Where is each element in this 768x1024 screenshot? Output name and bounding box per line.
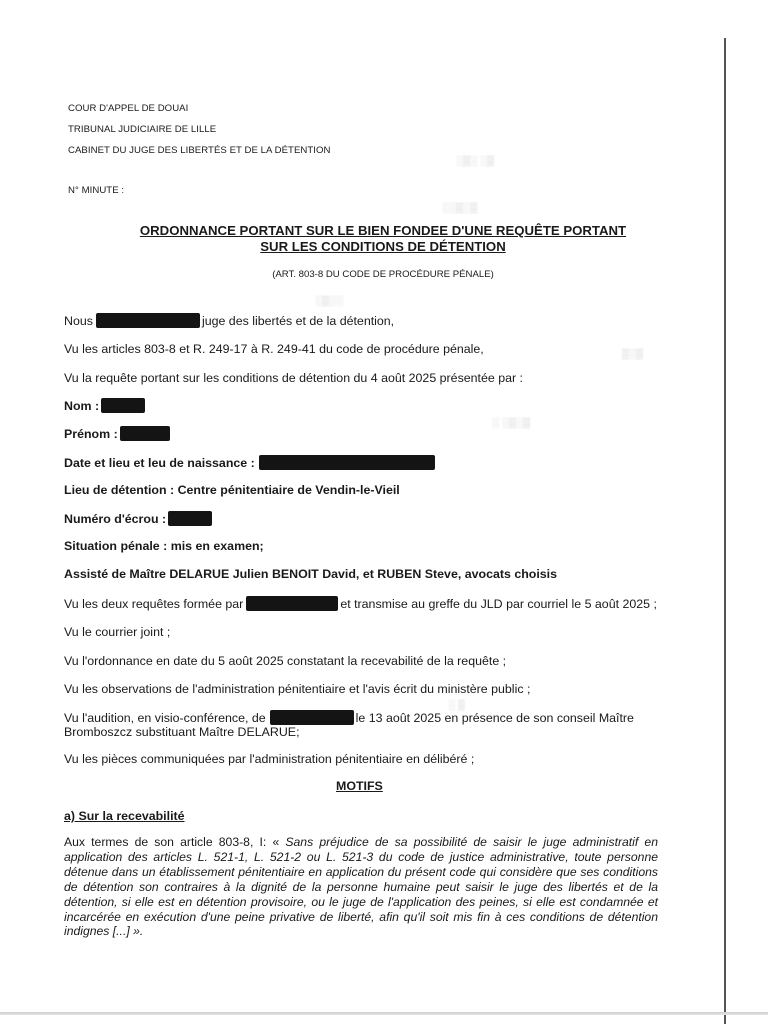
nous-prefix: Nous: [64, 314, 93, 328]
vu-requete: Vu la requête portant sur les conditions de détention du 4 août 2025 présentée par :: [64, 371, 524, 385]
nous-line: [64, 313, 394, 329]
stamp-mark: ░▒░░: [315, 296, 344, 307]
vu-observations: Vu les observations de l'administration pénitentiaire et l'avis écrit du ministère public ;: [64, 682, 531, 696]
vu-audition-prefix: Vu l'audition, en visio-conférence, de: [64, 711, 266, 725]
vu-audition-line2: Bromboszcz substituant Maître DELARUE;: [64, 725, 300, 739]
document-title-line2: SUR LES CONDITIONS DE DÉTENTION: [260, 239, 506, 254]
stamp-mark: ░ ░▒░▒: [492, 418, 531, 429]
redacted-audition: [270, 710, 354, 725]
stamp-mark: ░▒░ ░▒: [456, 156, 495, 167]
situation-penale: Situation pénale : mis en examen;: [64, 539, 264, 553]
tribunal-name: TRIBUNAL JUDICIAIRE DE LILLE: [68, 124, 217, 135]
article-paragraph: [64, 835, 658, 939]
cabinet-name: CABINET DU JUGE DES LIBERTÉS ET DE LA DÉTENTION: [68, 145, 331, 156]
vu-audition: [64, 710, 634, 726]
prenom-label: Prénom :: [64, 427, 118, 441]
nom-field: [64, 398, 145, 414]
assiste-avocats: Assisté de Maître DELARUE Julien BENOIT David, et RUBEN Steve, avocats choisis: [64, 567, 558, 581]
redacted-ecrou: [168, 511, 212, 526]
nom-label: Nom :: [64, 399, 100, 413]
redacted-prenom: [120, 426, 170, 441]
redacted-judge-name: [96, 313, 200, 328]
stamp-mark: ░ ▒: [448, 700, 465, 711]
vu-deux-requetes: [64, 596, 657, 612]
lieu-detention: Lieu de détention : Centre pénitentiaire de Vendin-le-Vieil: [64, 483, 400, 497]
naissance-label: Date et lieu et leu de naissance :: [64, 456, 255, 470]
redacted-nom: [101, 398, 145, 413]
page-edge: [724, 38, 726, 1024]
vu-ordonnance: Vu l'ordonnance en date du 5 août 2025 constatant la recevabilité de la requête ;: [64, 654, 507, 668]
vu-courrier: Vu le courrier joint ;: [64, 625, 171, 639]
redacted-naissance: [259, 455, 435, 470]
court-name: COUR D'APPEL DE DOUAI: [68, 103, 189, 114]
motifs-heading: MOTIFS: [336, 779, 383, 793]
ecrou-field: [64, 511, 212, 527]
vu-articles: Vu les articles 803-8 et R. 249-17 à R. 249-41 du code de procédure pénale,: [64, 342, 484, 356]
paragraph-lead: Aux termes de son article 803-8, I: «: [64, 835, 286, 849]
redacted-requerant: [246, 596, 338, 611]
stamp-mark: ▒░▒: [622, 349, 644, 360]
scan-shadow: [0, 1012, 768, 1015]
nous-suffix: juge des libertés et de la détention,: [201, 314, 395, 328]
stamp-mark: ░░▒░▒: [442, 203, 478, 214]
section-recevabilite: a) Sur la recevabilité: [64, 809, 185, 823]
paragraph-quote: Sans préjudice de sa possibilité de saisir le juge administratif en application des articles L. 521-1, L. 521-2 ou L. 521-3 du code de justice administrative, toute personne détenue dans un établissement pénitentiaire en application du présent code qui considère que ses conditions de détention son contraires à la dignité de la personne humaine peut saisir le juge des libertés et de la détention, si elle est en détention provisoire, ou le juge de l'application des peines, si elle est condamnée et incarcérée en exécution d'une peine privative de liberté, afin qu'il soit mis fin à ces conditions de détention indignes [...] ».: [64, 835, 658, 939]
minute-number: N° MINUTE :: [68, 185, 125, 196]
legal-reference: (ART. 803-8 DU CODE DE PROCÉDURE PÉNALE): [272, 269, 494, 280]
vu-audition-suffix: le 13 août 2025 en présence de son conseil Maître: [355, 711, 634, 725]
vu-deux-requetes-suffix: et transmise au greffe du JLD par courriel le 5 août 2025 ;: [340, 597, 657, 611]
vu-pieces: Vu les pièces communiquées par l'administration pénitentiaire en délibéré ;: [64, 752, 475, 766]
naissance-field: [64, 455, 435, 471]
vu-deux-requetes-prefix: Vu les deux requêtes formée par: [64, 597, 244, 611]
ecrou-label: Numéro d'écrou :: [64, 512, 167, 526]
prenom-field: [64, 426, 170, 442]
document-title-line1: ORDONNANCE PORTANT SUR LE BIEN FONDEE D'UNE REQUÊTE PORTANT: [139, 223, 627, 238]
